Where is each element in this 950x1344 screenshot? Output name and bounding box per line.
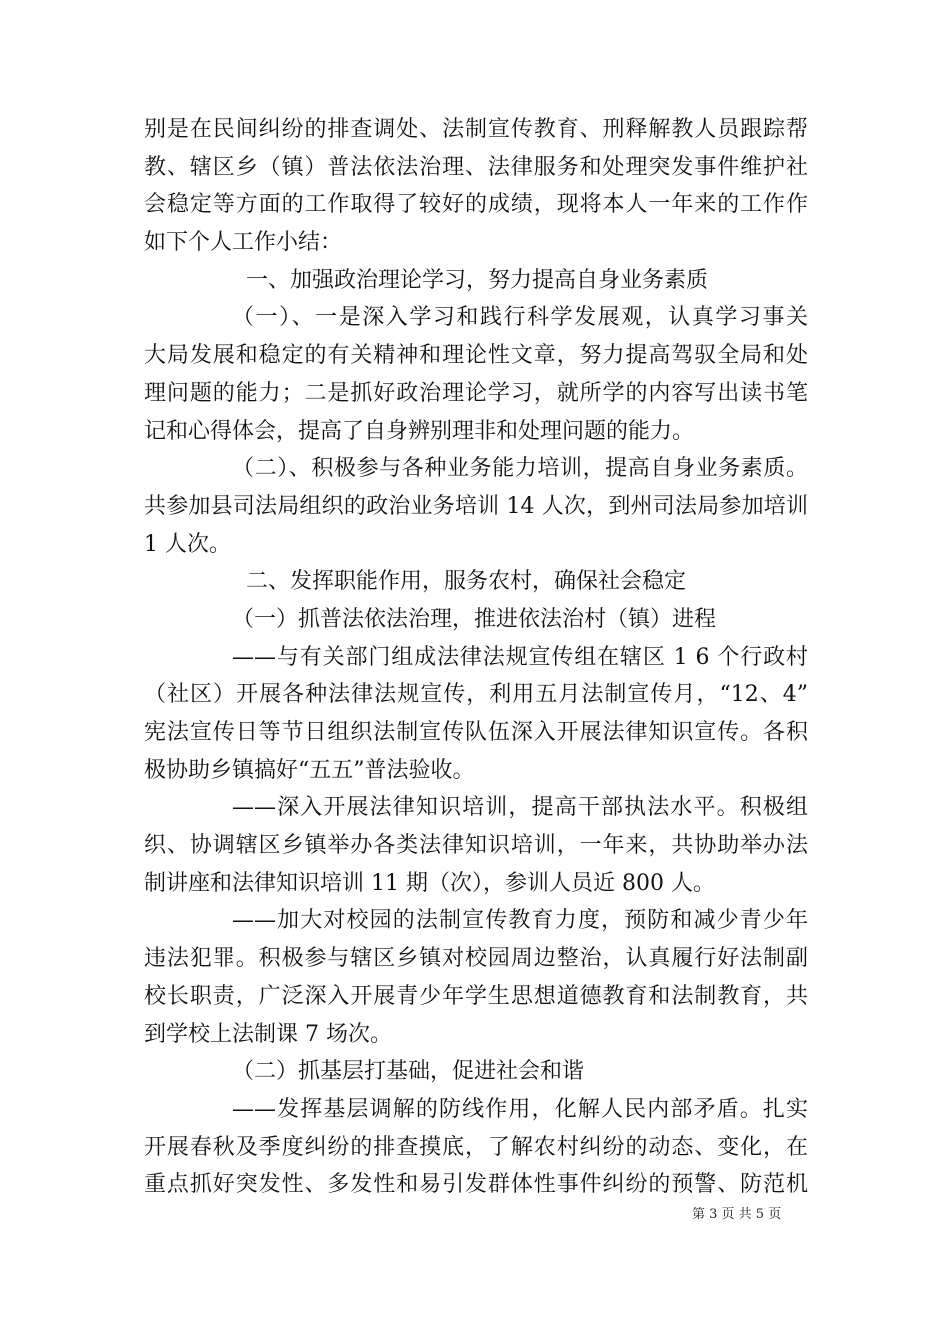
subsection-heading: （二）、积极参与各种业务能力培训，提高自身业务素质。 [232,456,808,482]
text-line: ——发挥基层调解的防线作用，化解人民内部矛盾。扎实 [232,1096,808,1122]
subsection-heading: （二）抓基层打基础，促进社会和谐 [232,1059,585,1085]
subsection-heading: （一）、一是深入学习和践行科学发展观，认真学习事关 [232,305,808,331]
text-line: 记和心得体会，提高了自身辨别理非和处理问题的能力。 [144,418,695,444]
text-line: 1 人次。 [144,531,231,557]
text-line: 制讲座和法律知识培训 11 期（次），参训人员近 800 人。 [144,870,715,896]
section-heading: 一、加强政治理论学习，努力提高自身业务素质 [246,267,709,293]
subsection-heading: （一）抓普法依法治理，推进依法治村（镇）进程 [232,606,717,632]
text-line: 理问题的能力；二是抓好政治理论学习，就所学的内容写出读书笔 [144,380,808,406]
text-line: 违法犯罪。积极参与辖区乡镇对校园周边整治，认真履行好法制副 [144,946,808,972]
text-line: 重点抓好突发性、多发性和易引发群体性事件纠纷的预警、防范机 [144,1172,808,1198]
text-line: 别是在民间纠纷的排查调处、法制宣传教育、刑释解教人员跟踪帮 [144,117,808,142]
text-line: 到学校上法制课 7 场次。 [144,1021,392,1047]
text-line: 宪法宣传日等节日组织法制宣传队伍深入开展法律知识宣传。各积 [144,720,808,745]
text-line: ——加大对校园的法制宣传教育力度，预防和减少青少年 [232,908,808,934]
text-line: ——与有关部门组成法律法规宣传组在辖区 1 6 个行政村 [232,644,808,670]
text-line: （社区）开展各种法律法规宣传，利用五月法制宣传月，“12、4” [144,682,808,708]
text-line: 极协助乡镇搞好“五五”普法验收。 [144,757,475,783]
text-line: 校长职责，广泛深入开展青少年学生思想道德教育和法制教育，共 [144,983,808,1009]
text-line: 共参加县司法局组织的政治业务培训 14 人次，到州司法局参加培训 [144,493,808,519]
text-line: 大局发展和稳定的有关精神和理论性文章，努力提高驾驭全局和处 [144,343,808,369]
text-line: ——深入开展法律知识培训，提高干部执法水平。积极组 [232,795,808,821]
text-line: 教、辖区乡（镇）普法依法治理、法律服务和处理突发事件维护社 [144,154,808,180]
text-line: 如下个人工作小结： [144,230,343,256]
text-line: 会稳定等方面的工作取得了较好的成绩，现将本人一年来的工作作 [144,192,808,218]
section-heading: 二、发挥职能作用，服务农村，确保社会稳定 [246,569,687,595]
text-line: 开展春秋及季度纠纷的排查摸底，了解农村纠纷的动态、变化，在 [144,1134,808,1160]
page-number: 第 3 页 共 5 页 [692,1207,782,1222]
document-body [144,111,808,1204]
text-line: 织、协调辖区乡镇举办各类法律知识培训，一年来，共协助举办法 [144,833,808,859]
